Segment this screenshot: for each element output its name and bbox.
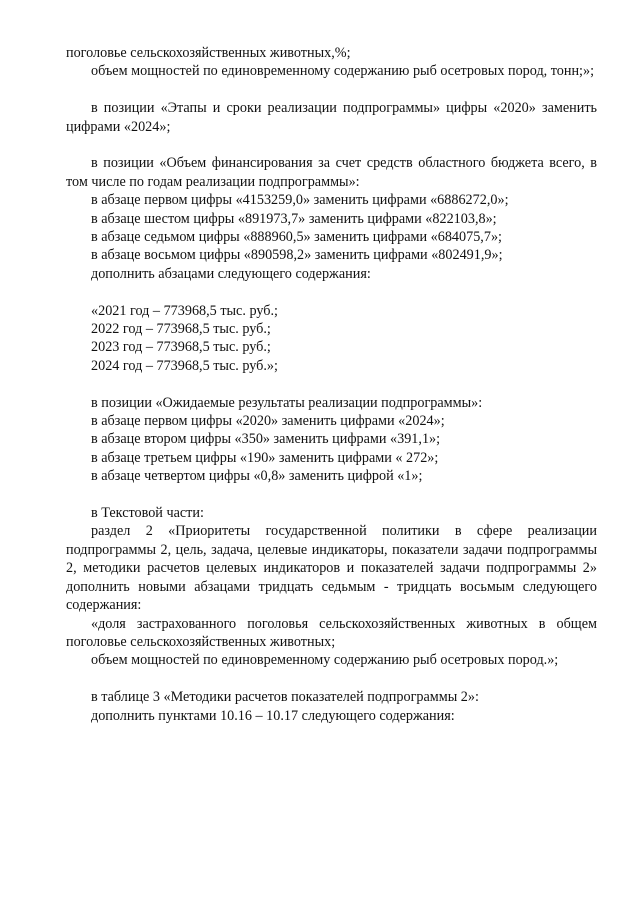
- paragraph-spacer: [66, 375, 597, 393]
- document-paragraph: в абзаце первом цифры «2020» заменить цифрами «2024»;: [91, 413, 445, 430]
- paragraph-spacer: [66, 136, 597, 154]
- document-paragraph: в абзаце седьмом цифры «888960,5» заменить цифрами «684075,7»;: [91, 229, 502, 246]
- document-paragraph: в абзаце четвертом цифры «0,8» заменить цифрой «1»;: [91, 468, 423, 485]
- paragraph-spacer: [66, 81, 597, 99]
- document-paragraph: в таблице 3 «Методики расчетов показателей подпрограммы 2»:: [91, 689, 479, 706]
- paragraph-spacer: [66, 283, 597, 301]
- document-paragraph: 2023 год – 773968,5 тыс. руб.;: [91, 339, 271, 356]
- document-paragraph: раздел 2 «Приоритеты государственной политики в сфере реализации подпрограммы 2, цель, задача, целевые индикаторы, показатели задачи подпрограммы 2, методики расчетов целевых индикаторов и показателей задачи подпрограммы 2» дополнить новыми абзацами тридцать седьмым - тридцать восьмым следующего содержания:: [66, 523, 597, 614]
- document-paragraph: 2024 год – 773968,5 тыс. руб.»;: [91, 357, 278, 374]
- document-paragraph: в абзаце восьмом цифры «890598,2» заменить цифрами «802491,9»;: [91, 247, 503, 264]
- document-paragraph: в абзаце втором цифры «350» заменить цифрами «391,1»;: [91, 431, 441, 448]
- document-paragraph: в Текстовой части:: [91, 505, 204, 522]
- document-paragraph: «2021 год – 773968,5 тыс. руб.;: [91, 302, 278, 319]
- document-paragraph: в абзаце третьем цифры «190» заменить цифрами « 272»;: [91, 449, 439, 466]
- paragraph-spacer: [66, 670, 597, 688]
- document-paragraph: «доля застрахованного поголовья сельскохозяйственных животных в общем поголовье сельскохозяйственных животных;: [66, 615, 597, 650]
- paragraph-spacer: [66, 486, 597, 504]
- document-paragraph: в абзаце первом цифры «4153259,0» заменить цифрами «6886272,0»;: [91, 192, 509, 209]
- document-paragraph: дополнить абзацами следующего содержания:: [91, 265, 371, 282]
- document-paragraph: в позиции «Ожидаемые результаты реализации подпрограммы»:: [91, 394, 483, 411]
- document-paragraph: дополнить пунктами 10.16 – 10.17 следующего содержания:: [91, 707, 455, 724]
- document-paragraph: объем мощностей по единовременному содержанию рыб осетровых пород.»;: [91, 652, 559, 669]
- document-paragraph: в позиции «Этапы и сроки реализации подпрограммы» цифры «2020» заменить цифрами «2024»;: [66, 100, 597, 135]
- document-body: [66, 44, 597, 725]
- document-paragraph: в абзаце шестом цифры «891973,7» заменить цифрами «822103,8»;: [91, 210, 497, 227]
- document-paragraph: объем мощностей по единовременному содержанию рыб осетровых пород, тонн;»;: [91, 63, 595, 80]
- document-paragraph: поголовье сельскохозяйственных животных,%;: [66, 45, 351, 61]
- document-paragraph: 2022 год – 773968,5 тыс. руб.;: [91, 321, 271, 338]
- document-paragraph: в позиции «Объем финансирования за счет средств областного бюджета всего, в том числе по годам реализации подпрограммы»:: [66, 155, 597, 190]
